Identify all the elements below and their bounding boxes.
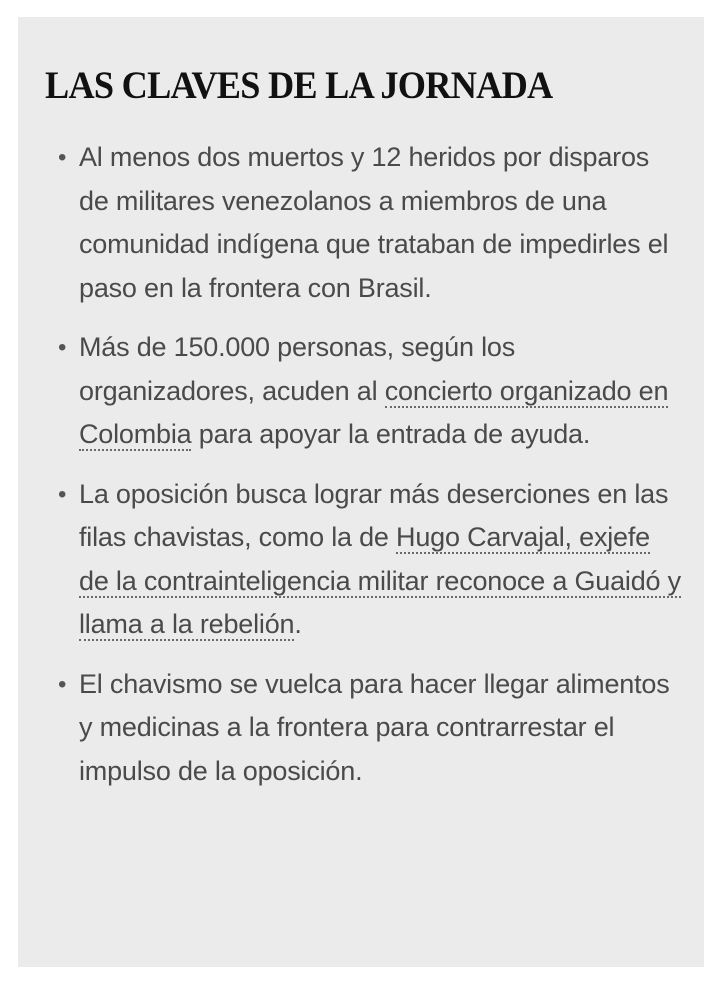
list-item <box>58 473 684 647</box>
item-text-before: La oposición busca lograr más deserciones en las filas chavistas, como la de <box>79 478 669 552</box>
item-text: El chavismo se vuelca para hacer llegar alimentos y medicinas a la frontera para contrarrestar el impulso de la oposición. <box>79 668 670 786</box>
key-points-box <box>18 17 704 967</box>
bullet-icon: • <box>58 144 67 171</box>
list-item <box>58 326 684 457</box>
item-text-after: para apoyar la entrada de ayuda. <box>191 419 591 449</box>
concert-article-link[interactable]: concierto organizado en Colombia <box>79 375 669 449</box>
bullet-icon: • <box>58 480 67 508</box>
item-text-before: Más de 150.000 personas, según los organizadores, acuden al <box>79 332 515 406</box>
bullet-icon: • <box>58 670 67 698</box>
item-text: Al menos dos muertos y 12 heridos por disparos de militares venezolanos a miembros de una comunidad indígena que trataban de impedirles el paso en la frontera con Brasil. <box>79 142 669 303</box>
item-text-after: . <box>294 609 302 639</box>
list-item <box>58 136 684 310</box>
bullet-icon: • <box>58 334 67 361</box>
box-title: LAS CLAVES DE LA JORNADA <box>45 64 553 107</box>
carvajal-article-link[interactable]: Hugo Carvajal, exjefe de la contrainteligencia militar reconoce a Guaidó y llama a la rebelión <box>79 522 681 639</box>
key-points-list <box>58 136 684 809</box>
list-item <box>58 663 684 794</box>
